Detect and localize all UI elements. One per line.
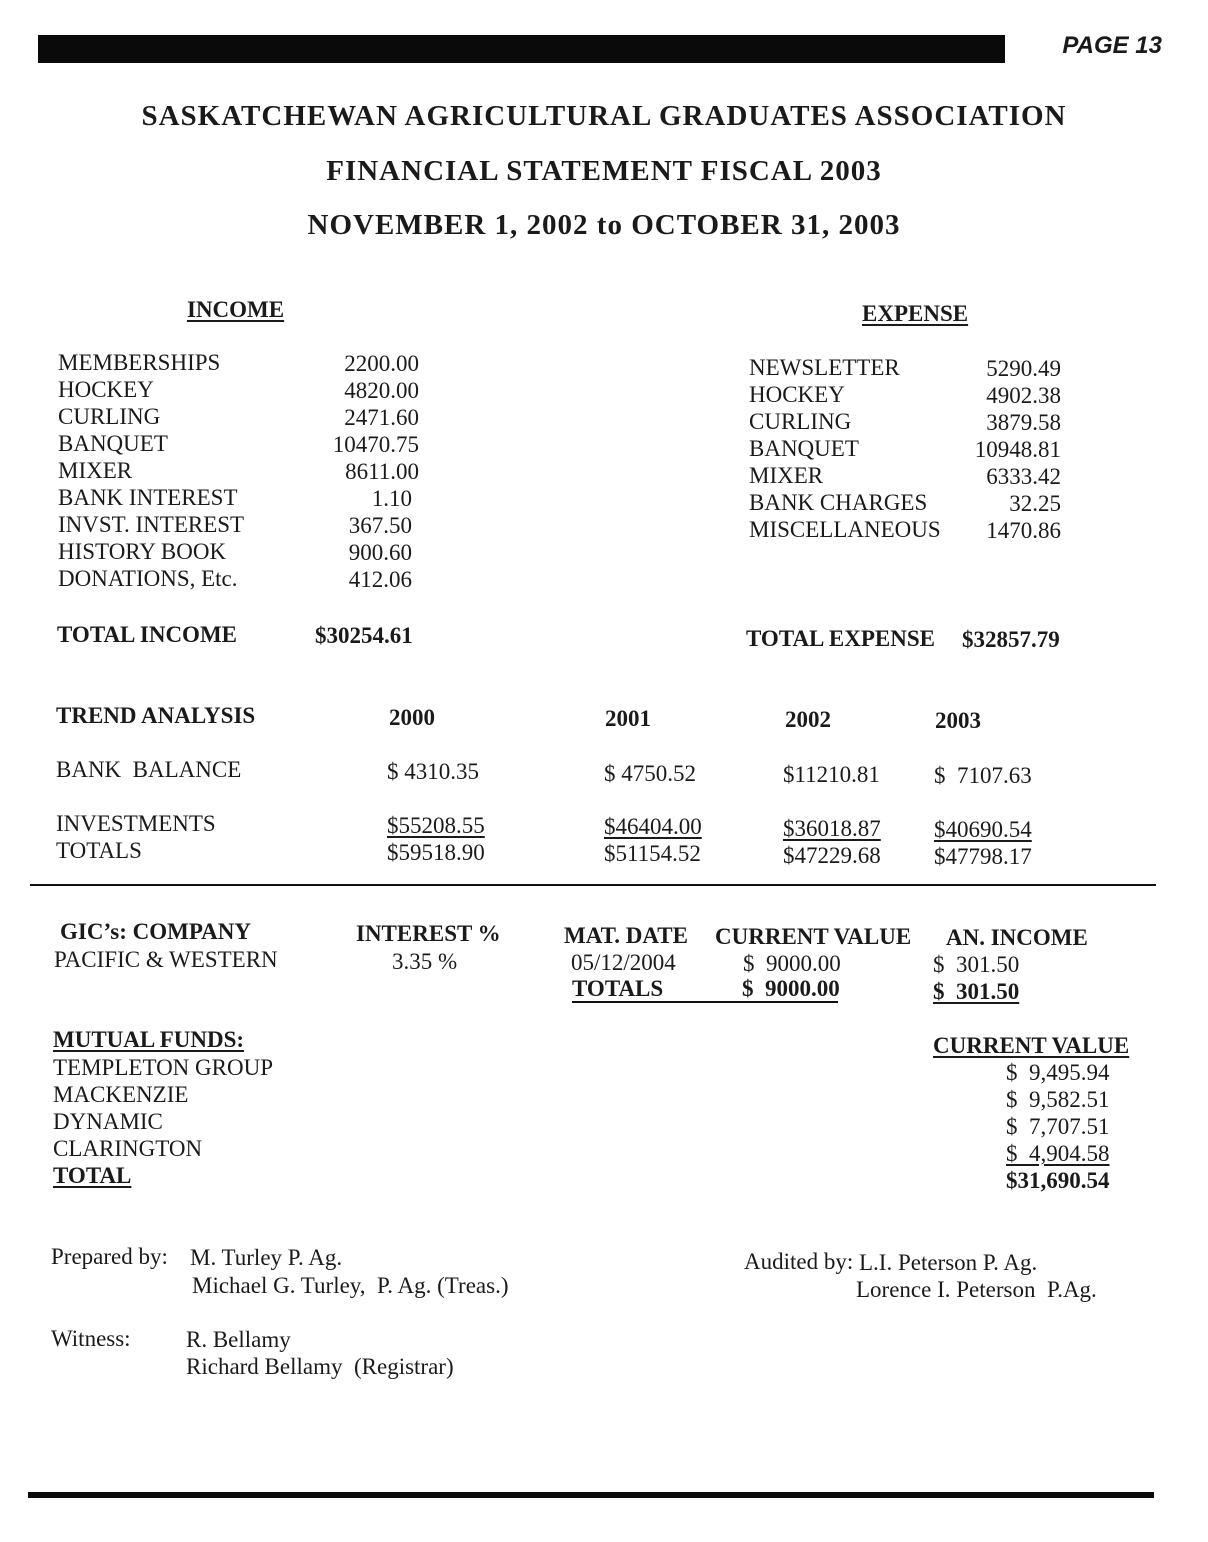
mutual-fund-value: $ 4,904.58 [1006,1141,1110,1166]
mutual-funds-labels [53,1054,273,1162]
page-number: PAGE 13 [1062,32,1162,59]
gic-mat-date-header: MAT. DATE [564,923,688,948]
gic-mat-date: 05/12/2004 [571,950,676,975]
gic-current-value: $ 9000.00 [743,951,841,976]
gic-totals-an-income: $ 301.50 [933,979,1020,1004]
trend-year: 2002 [785,707,831,732]
gic-totals-label: TOTALS [572,976,664,1001]
mutual-funds-total-value: $31,690.54 [1006,1168,1110,1193]
income-label: DONATIONS, Etc. [58,566,238,591]
expense-value: 10948.81 [974,437,1061,462]
expense-heading: EXPENSE [862,301,969,326]
mutual-funds-total-label: TOTAL [53,1163,132,1188]
gic-company-header: GIC’s: COMPANY [60,919,251,944]
income-value: 4820.00 [344,378,419,403]
trend-year: 2003 [935,708,981,733]
expense-value: 1470.86 [986,518,1061,543]
gic-an-income: $ 301.50 [933,952,1020,977]
expense-value: 3879.58 [986,410,1061,435]
gic-an-income-header: AN. INCOME [946,925,1088,950]
mutual-fund-label: DYNAMIC [53,1109,163,1134]
total-expense-value: $32857.79 [962,627,1060,652]
statement-title: FINANCIAL STATEMENT FISCAL 2003 [326,155,882,187]
expense-values [940,355,1061,544]
audited-by-signature: L.I. Peterson P. Ag. [859,1250,1038,1275]
total-income-value: $30254.61 [315,623,413,648]
bank-balance-value: $11210.81 [783,762,880,787]
audited-by-name: Lorence I. Peterson P.Ag. [856,1277,1097,1302]
income-label: BANK INTEREST [58,485,238,510]
gic-interest-header: INTEREST % [356,921,501,946]
income-heading: INCOME [187,297,285,322]
prepared-by-label: Prepared by: [51,1244,168,1269]
gic-company: PACIFIC & WESTERN [54,947,278,972]
income-value: 367.50 [348,513,412,538]
income-label: INVST. INTEREST [58,512,245,537]
mutual-fund-value: $ 7,707.51 [1006,1114,1110,1139]
header-bar [38,35,1005,63]
audited-by-label: Audited by: [744,1249,854,1274]
totals-value: $47229.68 [783,843,881,868]
income-value: 900.60 [348,540,412,565]
expense-labels [749,354,941,543]
expense-label: HOCKEY [749,382,845,407]
bank-balance-value: $ 7107.63 [934,763,1032,788]
income-value: 2471.60 [344,405,419,430]
income-label: CURLING [58,404,161,429]
expense-value: 5290.49 [986,356,1061,381]
investments-value: $36018.87 [783,816,881,841]
expense-label: MISCELLANEOUS [749,517,941,542]
witness-name: Richard Bellamy (Registrar) [186,1354,454,1379]
totals-value: $51154.52 [604,841,701,866]
income-value: 10470.75 [332,432,419,457]
period-title: NOVEMBER 1, 2002 to OCTOBER 31, 2003 [307,209,901,241]
expense-value: 6333.42 [986,464,1061,489]
expense-value: 4902.38 [986,383,1061,408]
income-label: HOCKEY [58,377,154,402]
witness-label: Witness: [51,1326,131,1351]
income-value: 2200.00 [344,351,419,376]
income-value: 1.10 [371,486,412,511]
income-value: 8611.00 [345,459,419,484]
income-value: 412.06 [348,567,412,592]
expense-label: NEWSLETTER [749,355,900,380]
investments-label: INVESTMENTS [56,811,216,836]
bank-balance-value: $ 4750.52 [604,761,696,786]
totals-value: $47798.17 [934,844,1032,869]
income-values [300,350,419,593]
total-income-label: TOTAL INCOME [57,622,237,647]
bank-balance-label: BANK BALANCE [56,757,242,782]
mutual-funds-value-heading: CURRENT VALUE [933,1033,1130,1058]
mutual-fund-label: MACKENZIE [53,1082,189,1107]
totals-label: TOTALS [56,838,142,863]
expense-label: MIXER [749,463,824,488]
mutual-fund-label: CLARINGTON [53,1136,203,1161]
expense-label: BANK CHARGES [749,490,928,515]
section-divider [30,884,1156,886]
gic-totals-row [572,976,838,1003]
gic-interest: 3.35 % [392,949,458,974]
mutual-funds-values [1006,1059,1110,1167]
prepared-by-name: Michael G. Turley, P. Ag. (Treas.) [192,1273,509,1298]
investments-value: $40690.54 [934,817,1032,842]
footer-bar [28,1492,1154,1498]
org-title: SASKATCHEWAN AGRICULTURAL GRADUATES ASSOCIATION [141,100,1067,132]
income-label: HISTORY BOOK [58,539,227,564]
bank-balance-value: $ 4310.35 [387,759,479,784]
income-label: MIXER [58,458,133,483]
expense-label: BANQUET [749,436,859,461]
gic-totals-current-value: $ 9000.00 [742,976,840,1001]
mutual-fund-value: $ 9,495.94 [1006,1060,1110,1085]
mutual-fund-label: TEMPLETON GROUP [53,1055,274,1080]
mutual-fund-value: $ 9,582.51 [1006,1087,1110,1112]
investments-value: $55208.55 [387,813,485,838]
trend-year: 2001 [605,706,651,731]
total-expense-label: TOTAL EXPENSE [746,626,935,651]
income-labels [58,349,244,592]
prepared-by-signature: M. Turley P. Ag. [190,1245,343,1270]
mutual-funds-heading: MUTUAL FUNDS: [53,1027,245,1052]
expense-label: CURLING [749,409,852,434]
trend-year: 2000 [389,705,435,730]
totals-value: $59518.90 [387,840,485,865]
income-label: MEMBERSHIPS [58,350,221,375]
income-label: BANQUET [58,431,168,456]
witness-signature: R. Bellamy [186,1327,291,1352]
expense-value: 32.25 [1009,491,1061,516]
investments-value: $46404.00 [604,814,702,839]
gic-current-value-header: CURRENT VALUE [715,924,912,949]
trend-heading: TREND ANALYSIS [56,703,256,728]
